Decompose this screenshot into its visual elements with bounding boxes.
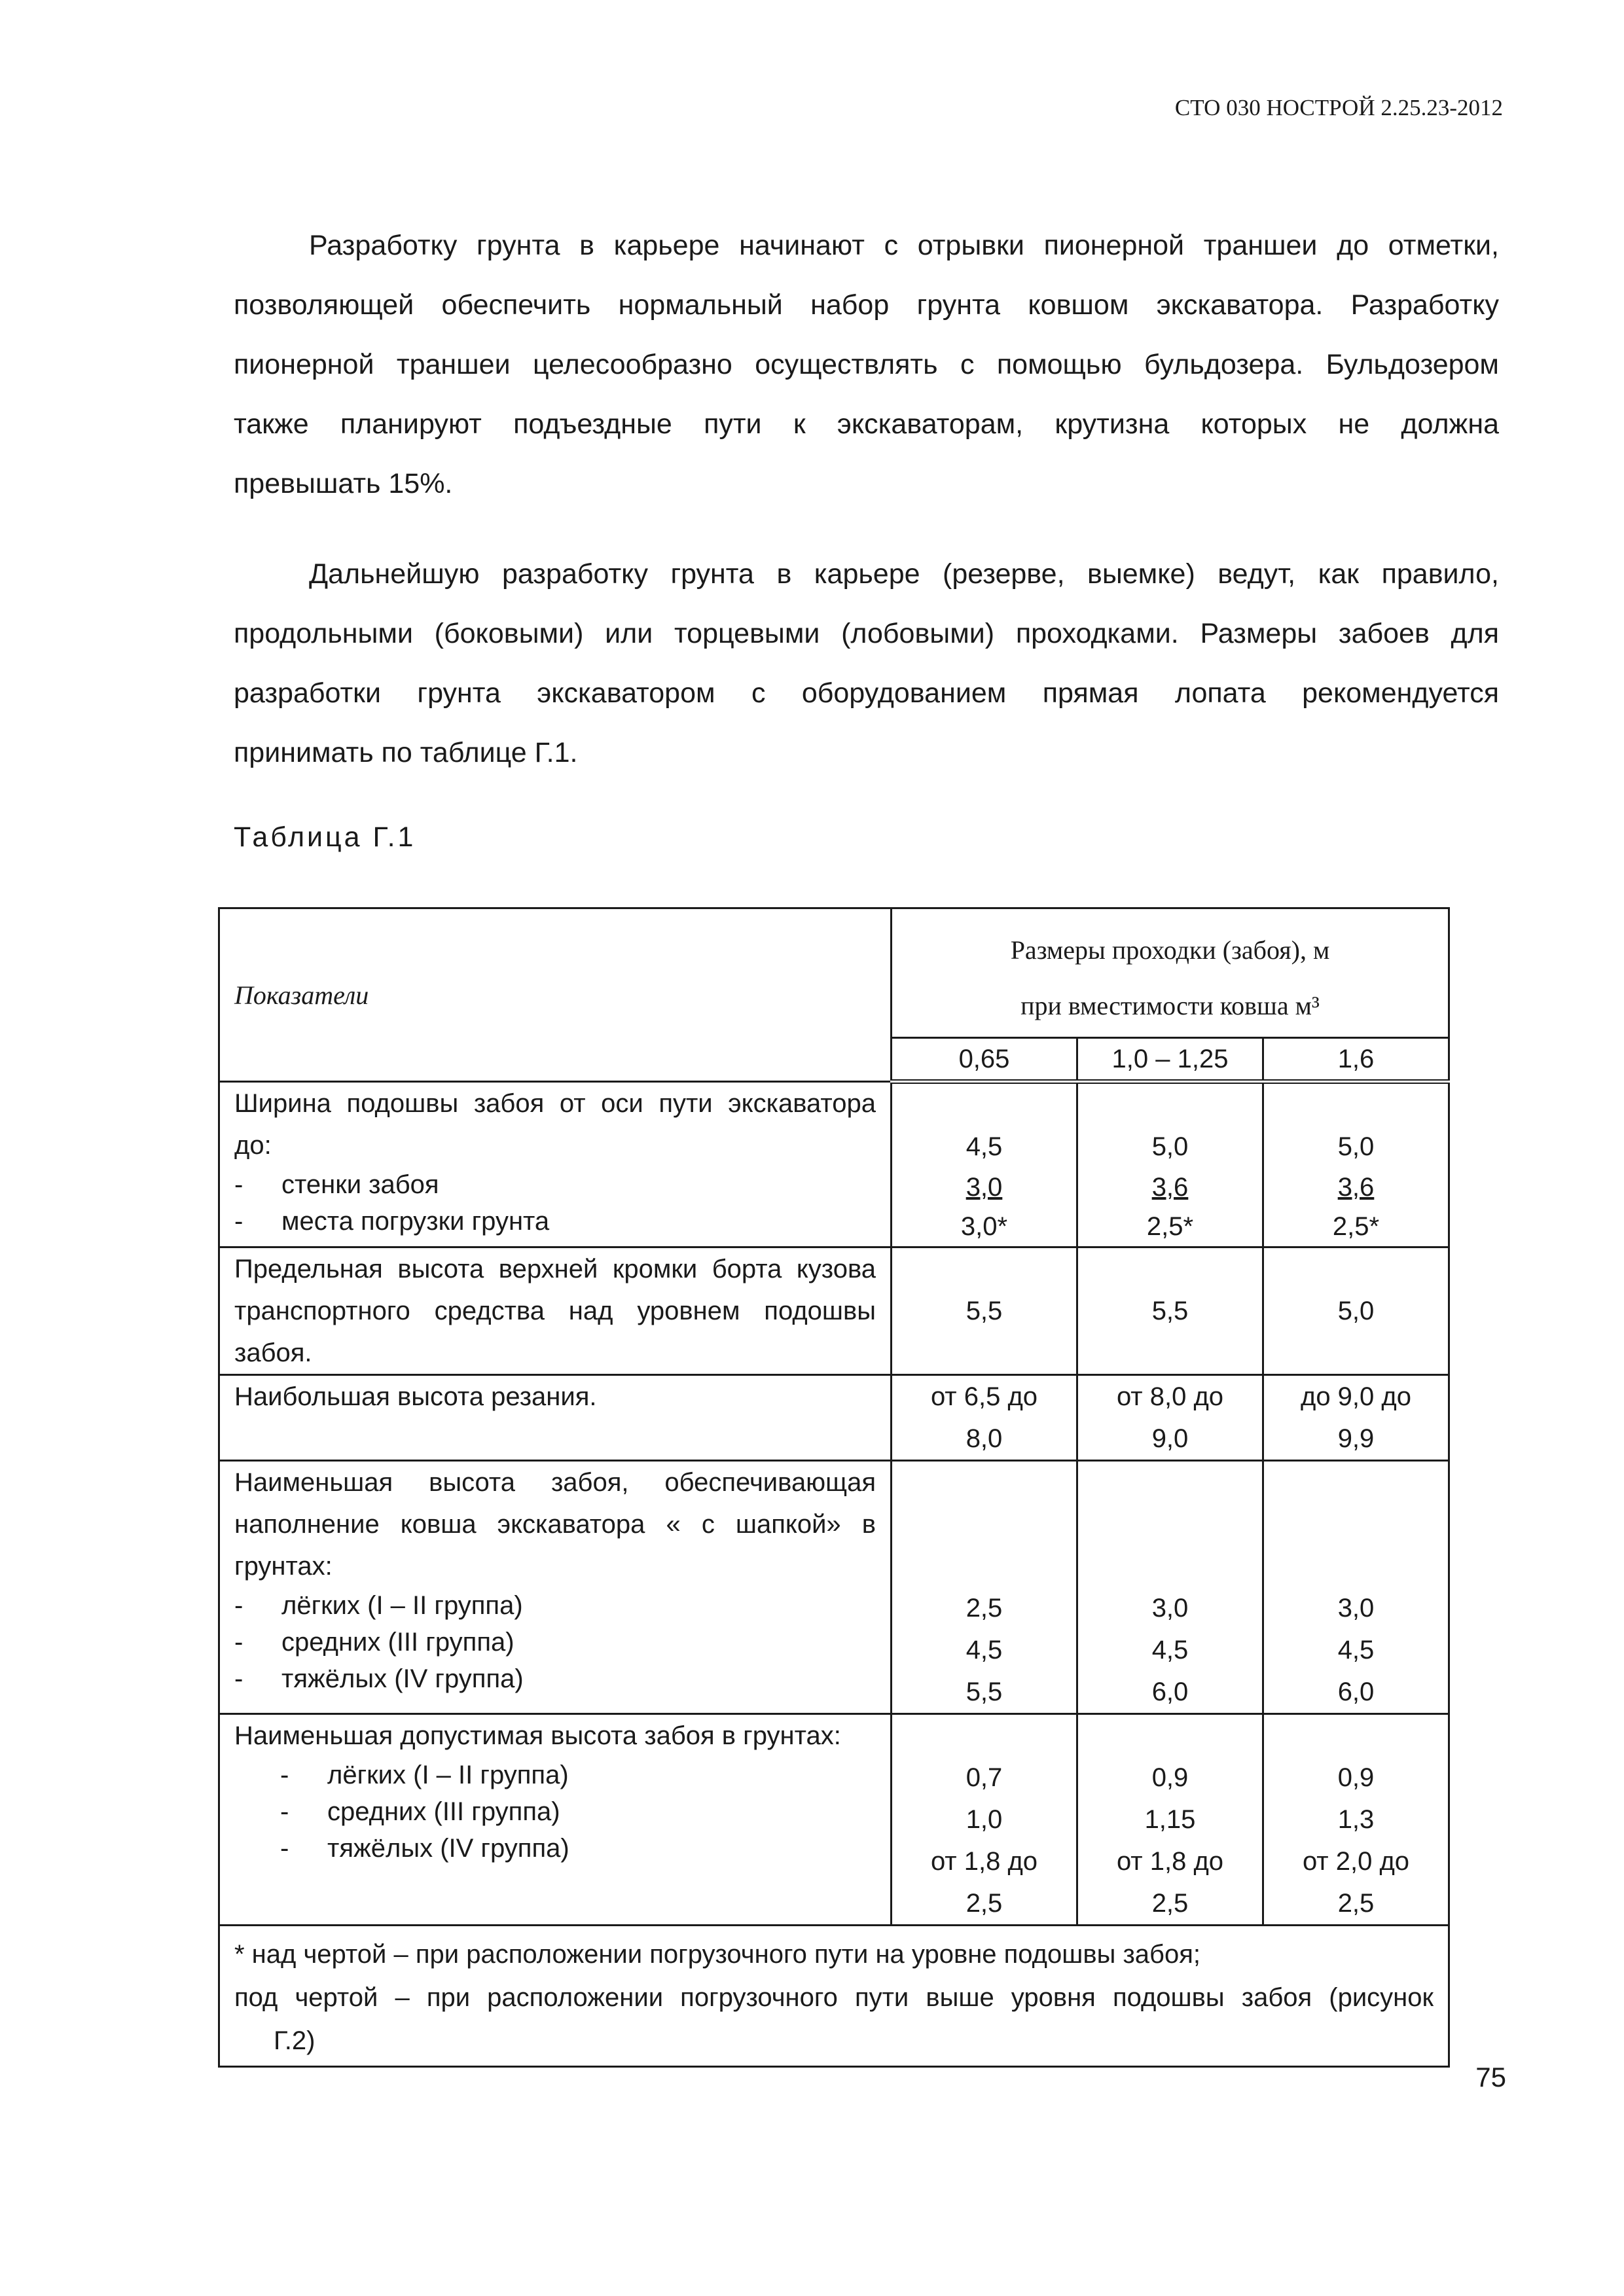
row-label-cell: Наибольшая высота резания. — [219, 1375, 892, 1461]
col-header-10-125: 1,0 – 1,25 — [1077, 1038, 1263, 1082]
value-cell: 0,7 1,0 от 1,8 до 2,5 — [892, 1714, 1077, 1926]
header-indicators: Показатели — [219, 908, 892, 1082]
bullet-item: - средних (III группа) — [234, 1628, 514, 1657]
bullet-item: - стенки забоя — [234, 1170, 439, 1199]
bullet-item: - средних (III группа) — [280, 1797, 560, 1826]
paragraph-2 — [234, 545, 1499, 783]
bullet-item: - места погрузки грунта — [234, 1207, 550, 1236]
value-cell: 0,9 1,3 от 2,0 до 2,5 — [1263, 1714, 1449, 1926]
header-dimensions — [892, 908, 1449, 1038]
value-cell: 3,0 4,5 6,0 — [1077, 1461, 1263, 1714]
bullet-item: - лёгких (I – II группа) — [280, 1761, 569, 1789]
paragraph-line: пионерной траншеи целесообразно осуществлять с помощью бульдозера. Бульдозером — [234, 349, 1499, 380]
table-note-row — [219, 1926, 1449, 2067]
value-cell: 5,0 3,6 2,5* — [1077, 1082, 1263, 1247]
value-cell: 4,5 3,0 3,0* — [892, 1082, 1077, 1247]
paragraph-line: принимать по таблице Г.1. — [234, 737, 578, 768]
header-capacity-line: при вместимости ковша м³ — [1020, 991, 1320, 1020]
paragraph-line: Разработку грунта в карьере начинают с отрывки пионерной траншеи до отметки, — [309, 230, 1499, 261]
value-cell: 5,5 — [1077, 1247, 1263, 1375]
paragraph-line: разработки грунта экскаватором с оборудованием прямая лопата рекомендуется — [234, 677, 1499, 709]
bullet-item: - тяжёлых (IV группа) — [280, 1834, 569, 1863]
paragraph-line: продольными (боковыми) или торцевыми (лобовыми) проходками. Размеры забоев для — [234, 618, 1499, 649]
value-cell: от 6,5 до 8,0 — [892, 1375, 1077, 1461]
paragraph-line: также планируют подъездные пути к экскаваторам, крутизна которых не должна — [234, 408, 1499, 440]
paragraph-line: Дальнейшую разработку грунта в карьере (резерве, выемке) ведут, как правило, — [309, 558, 1499, 590]
table-note: * над чертой – при расположении погрузочного пути на уровне подошвы забоя; под чертой – при расположении погрузочного пути выше уровня подошвы забоя (рисунок Г.2) — [219, 1926, 1449, 2067]
table-header-row — [219, 908, 1449, 1038]
paragraph-1 — [234, 216, 1499, 514]
table-row — [219, 1375, 1449, 1461]
table-row — [219, 1082, 1449, 1247]
bullet-item: - тяжёлых (IV группа) — [234, 1664, 524, 1693]
col-header-065: 0,65 — [892, 1038, 1077, 1082]
table-caption: Таблица Г.1 — [234, 821, 416, 853]
document-code-header: СТО 030 НОСТРОЙ 2.25.23-2012 — [1174, 95, 1503, 120]
excavation-table — [218, 907, 1450, 2068]
value-cell: 5,5 — [892, 1247, 1077, 1375]
paragraph-line: позволяющей обеспечить нормальный набор грунта ковшом экскаватора. Разработку — [234, 289, 1499, 321]
header-dimensions-line: Размеры проходки (забоя), м — [1010, 935, 1330, 965]
bullet-item: - лёгких (I – II группа) — [234, 1591, 523, 1620]
row-label: Ширина подошвы забоя от оси пути экскаватора — [234, 1089, 876, 1118]
value-cell: 0,9 1,15 от 1,8 до 2,5 — [1077, 1714, 1263, 1926]
value-cell: от 8,0 до 9,0 — [1077, 1375, 1263, 1461]
value-cell: 5,0 3,6 2,5* — [1263, 1082, 1449, 1247]
row-label-cell: Предельная высота верхней кромки борта кузова транспортного средства над уровнем подошвы забоя. — [219, 1247, 892, 1375]
value-cell: 3,0 4,5 6,0 — [1263, 1461, 1449, 1714]
col-header-16: 1,6 — [1263, 1038, 1449, 1082]
value-cell: 5,0 — [1263, 1247, 1449, 1375]
row-label-cell: Наименьшая допустимая высота забоя в грунтах: - лёгких (I – II группа) - средних (III группа) - тяжёлых (IV группа) — [219, 1714, 892, 1926]
table-row — [219, 1461, 1449, 1714]
page-number: 75 — [1475, 2062, 1506, 2092]
table-row — [219, 1247, 1449, 1375]
row-label: до: — [234, 1131, 272, 1160]
value-cell: 2,5 4,5 5,5 — [892, 1461, 1077, 1714]
table-row — [219, 1714, 1449, 1926]
row-label-cell — [219, 1082, 892, 1247]
value-cell: до 9,0 до 9,9 — [1263, 1375, 1449, 1461]
paragraph-line: превышать 15%. — [234, 468, 453, 499]
row-label-cell: Наименьшая высота забоя, обеспечивающая наполнение ковша экскаватора « с шапкой» в грунтах: - лёгких (I – II группа) - средних (III группа) - тяжёлых (IV группа) — [219, 1461, 892, 1714]
